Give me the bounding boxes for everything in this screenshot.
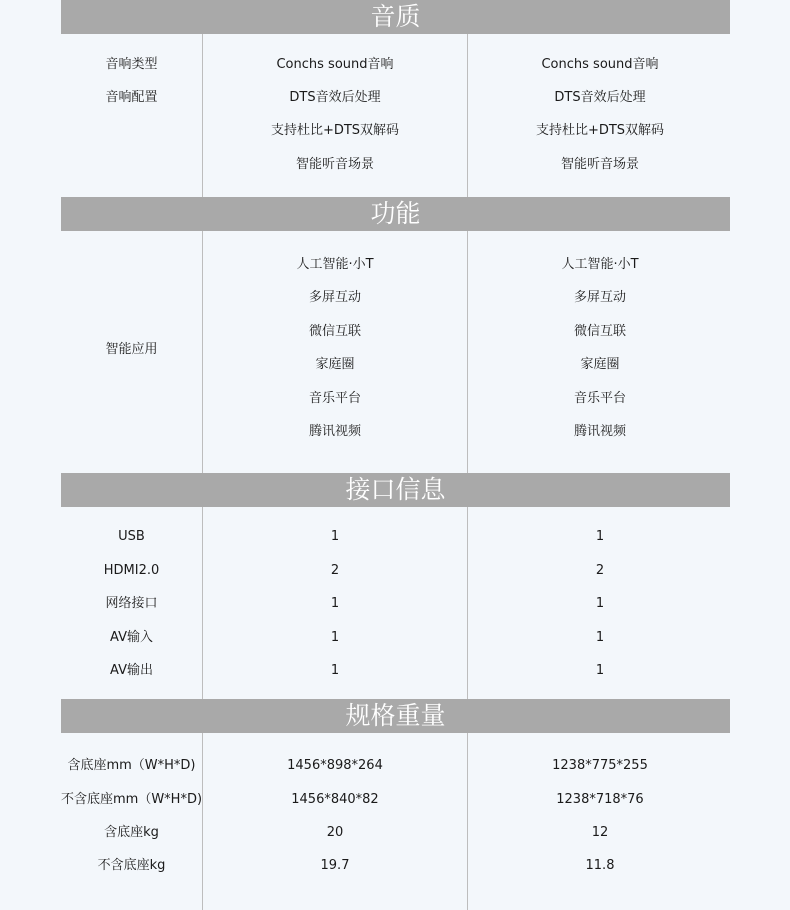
spec-value: 微信互联 xyxy=(308,324,361,339)
spec-value: 腾讯视频 xyxy=(573,424,626,439)
spec-value: 支持杜比+DTS双解码 xyxy=(270,123,400,138)
spec-value: DTS音效后处理 xyxy=(554,90,646,105)
row-label: AV输出 xyxy=(110,663,153,678)
spec-value: 1 xyxy=(330,596,340,611)
section-sound xyxy=(61,34,730,197)
section-header-features: 功能 xyxy=(61,197,730,231)
spec-value: 支持杜比+DTS双解码 xyxy=(535,123,665,138)
section-header-interfaces: 接口信息 xyxy=(61,473,730,507)
spec-value: 音乐平台 xyxy=(308,391,361,406)
section-dimensions xyxy=(61,733,730,910)
spec-value: 1 xyxy=(595,529,605,544)
spec-value: 20 xyxy=(326,825,344,840)
section-interfaces xyxy=(61,507,730,699)
spec-value: 1 xyxy=(330,663,340,678)
row-label: HDMI2.0 xyxy=(103,563,160,578)
spec-value: 腾讯视频 xyxy=(308,424,361,439)
row-label: 不含底座kg xyxy=(97,858,166,873)
spec-value: 音乐平台 xyxy=(573,391,626,406)
spec-value: 1456*898*264 xyxy=(287,758,383,773)
row-label: 含底座kg xyxy=(104,825,159,840)
spec-value: 人工智能·小T xyxy=(296,257,374,272)
spec-value: 1 xyxy=(330,630,340,645)
spec-value: 1 xyxy=(330,529,340,544)
spec-value: 19.7 xyxy=(320,858,350,873)
section-header-dimensions: 规格重量 xyxy=(61,699,730,733)
row-label: 含底座mm（W*H*D) xyxy=(67,758,196,773)
spec-value: 智能听音场景 xyxy=(295,157,374,172)
spec-value: 人工智能·小T xyxy=(561,257,639,272)
row-label: AV输入 xyxy=(110,630,153,645)
spec-value: 家庭圈 xyxy=(315,357,355,372)
row-label: 网络接口 xyxy=(105,596,158,611)
spec-value: 1 xyxy=(595,663,605,678)
section-features xyxy=(61,231,730,473)
spec-value: 2 xyxy=(595,563,605,578)
spec-value: 2 xyxy=(330,563,340,578)
spec-value: 1456*840*82 xyxy=(291,792,379,807)
section-header-sound: 音质 xyxy=(61,0,730,34)
spec-value: 多屏互动 xyxy=(573,290,626,305)
spec-value: Conchs sound音响 xyxy=(276,57,394,72)
spec-value: 11.8 xyxy=(585,858,615,873)
spec-value: DTS音效后处理 xyxy=(289,90,381,105)
row-label: 不含底座mm（W*H*D) xyxy=(61,792,203,807)
spec-value: 1 xyxy=(595,596,605,611)
row-label: 音响类型 xyxy=(105,57,158,72)
row-label: 智能应用 xyxy=(105,342,158,357)
spec-value: 多屏互动 xyxy=(308,290,361,305)
row-label: USB xyxy=(118,529,145,544)
spec-value: 1238*718*76 xyxy=(556,792,644,807)
spec-value: 智能听音场景 xyxy=(560,157,639,172)
spec-value: 1 xyxy=(595,630,605,645)
row-label: 音响配置 xyxy=(105,90,158,105)
spec-value: 1238*775*255 xyxy=(552,758,648,773)
spec-table xyxy=(61,0,730,910)
spec-value: 家庭圈 xyxy=(580,357,620,372)
spec-value: 12 xyxy=(591,825,609,840)
spec-value: 微信互联 xyxy=(573,324,626,339)
spec-value: Conchs sound音响 xyxy=(541,57,659,72)
